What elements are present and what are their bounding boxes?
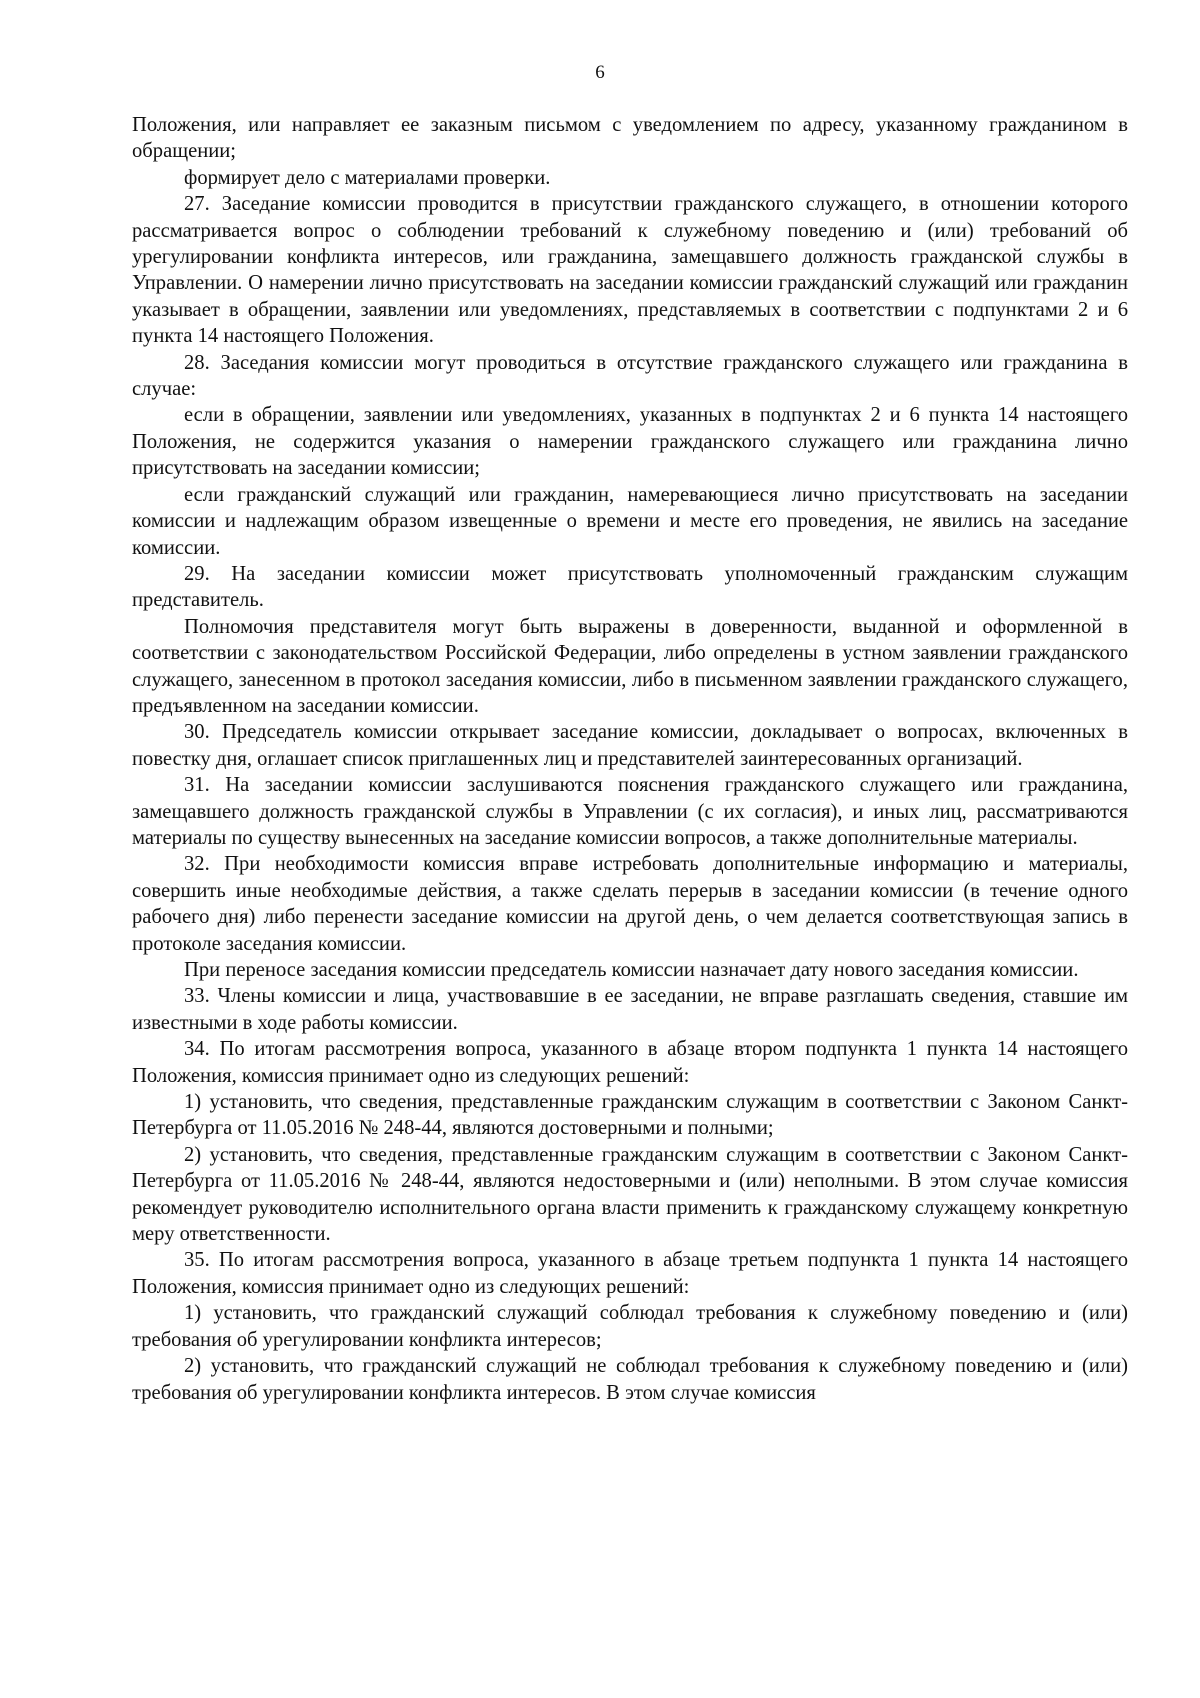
paragraph-29-representative-powers: Полномочия представителя могут быть выражены в доверенности, выданной и оформленной в соответствии с законодательством Российской Федерации, либо определены в устном заявлении гражданского служащего, занесенном в протокол заседания комиссии, либо в письменном заявлении гражданского служащего, предъявленном на заседании комиссии.: [132, 615, 1128, 717]
paragraph-28-case-2: если гражданский служащий или гражданин, намеревающиеся лично присутствовать на заседании комиссии и надлежащим образом извещенные о времени и месте его проведения, не явились на заседание комиссии.: [132, 483, 1128, 559]
paragraph-34-decision-2: 2) установить, что сведения, представленные гражданским служащим в соответствии с Законом Санкт-Петербурга от 11.05.2016 № 248-44, являются недостоверными и (или) неполными. В этом случае комиссия рекомендует руководителю исполнительного органа власти применить к гражданскому служащему конкретную меру ответственности.: [132, 1143, 1128, 1246]
paragraph-continuation: Положения, или направляет ее заказным письмом с уведомлением по адресу, указанному гражданином в обращении;: [132, 114, 1128, 163]
document-body: [132, 112, 1128, 1406]
paragraph-35-decision-1: 1) установить, что гражданский служащий соблюдал требования к служебному поведению и (или) требования об урегулировании конфликта интересов;: [132, 1302, 1128, 1351]
paragraph-27: 27. Заседание комиссии проводится в присутствии гражданского служащего, в отношении которого рассматривается вопрос о соблюдении требований к служебному поведению и (или) требований об урегулировании конфликта интересов, или гражданина, замещавшего должность гражданской службы в Управлении. О намерении лично присутствовать на заседании комиссии гражданский служащий или гражданин указывает в обращении, заявлении или уведомлениях, представляемых в соответствии с подпунктами 2 и 6 пункта 14 настоящего Положения.: [132, 193, 1128, 348]
paragraph-28: 28. Заседания комиссии могут проводиться в отсутствие гражданского служащего или гражданина в случае:: [132, 351, 1128, 401]
paragraph-31: 31. На заседании комиссии заслушиваются пояснения гражданского служащего или гражданина, замещавшего должность гражданской службы в Управлении (с их согласия), и иных лиц, рассматриваются материалы по существу вынесенных на заседание комиссии вопросов, а также дополнительные материалы.: [132, 774, 1128, 849]
paragraph-30: 30. Председатель комиссии открывает заседание комиссии, докладывает о вопросах, включенных в повестку дня, оглашает список приглашенных лиц и представителей заинтересованных организаций.: [132, 721, 1128, 770]
paragraph-34-decision-1: 1) установить, что сведения, представленные гражданским служащим в соответствии с Законом Санкт-Петербурга от 11.05.2016 № 248-44, являются достоверными и полными;: [132, 1091, 1128, 1140]
paragraph-32-postponement: При переносе заседания комиссии председатель комиссии назначает дату нового заседания комиссии.: [184, 959, 1079, 981]
page-number: 6: [595, 62, 605, 83]
paragraph-29: 29. На заседании комиссии может присутствовать уполномоченный гражданским служащим представитель.: [132, 562, 1128, 612]
paragraph-28-case-1: если в обращении, заявлении или уведомлениях, указанных в подпунктах 2 и 6 пункта 14 настоящего Положения, не содержится указания о намерении гражданского служащего или гражданина лично присутствовать на заседании комиссии;: [132, 404, 1128, 480]
paragraph-case-file: формирует дело с материалами проверки.: [184, 166, 551, 189]
paragraph-35: 35. По итогам рассмотрения вопроса, указанного в абзаце третьем подпункта 1 пункта 14 настоящего Положения, комиссия принимает одно из следующих решений:: [132, 1249, 1128, 1298]
paragraph-32: 32. При необходимости комиссия вправе истребовать дополнительные информацию и материалы, совершить иные необходимые действия, а также сделать перерыв в заседании комиссии (в течение одного рабочего дня) либо перенести заседание комиссии на другой день, о чем делается соответствующая запись в протоколе заседания комиссии.: [132, 853, 1128, 955]
paragraph-34: 34. По итогам рассмотрения вопроса, указанного в абзаце втором подпункта 1 пункта 14 настоящего Положения, комиссия принимает одно из следующих решений:: [132, 1038, 1128, 1087]
paragraph-35-decision-2: 2) установить, что гражданский служащий не соблюдал требования к служебному поведению и (или) требования об урегулировании конфликта интересов. В этом случае комиссия: [132, 1355, 1128, 1404]
paragraph-33: 33. Члены комиссии и лица, участвовавшие в ее заседании, не вправе разглашать сведения, ставшие им известными в ходе работы комиссии.: [132, 985, 1128, 1034]
